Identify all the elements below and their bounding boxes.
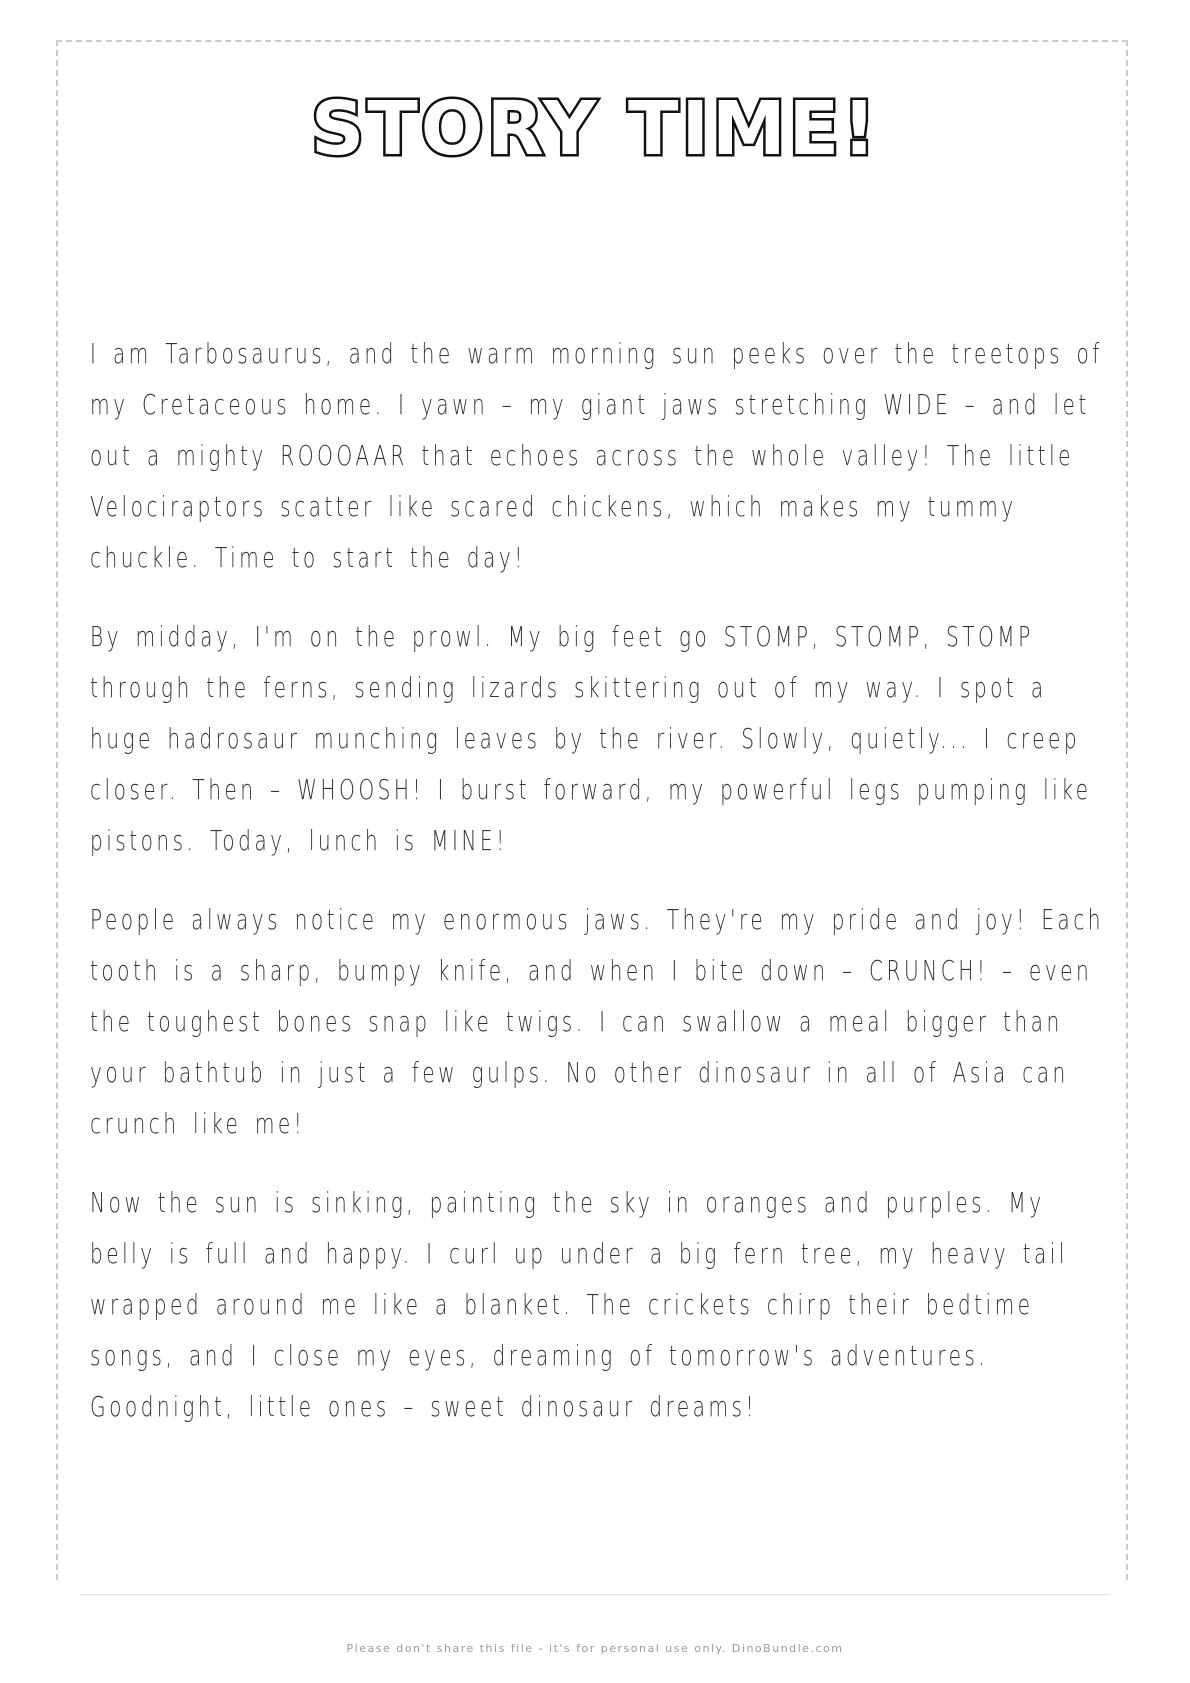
story-paragraph-2: By midday, I'm on the prowl. My big feet go STOMP, STOMP, STOMP through the ferns, sending lizards skittering out of my way. I spot a huge hadrosaur munching leaves by the river. Slowly, quietly... I creep closer. Then – WHOOSH! I burst forward, my powerful legs pumping like pistons. Today, lunch is MINE! — [90, 620, 1092, 857]
story-body — [90, 328, 1110, 1460]
footer-divider — [80, 1594, 1110, 1595]
story-paragraph-3: People always notice my enormous jaws. They're my pride and joy! Each tooth is a sharp, bumpy knife, and when I bite down – CRUNCH! – even the toughest bones snap like twigs. I can swallow a meal bigger than your bathtub in just a few gulps. No other dinosaur in all of Asia can crunch like me! — [90, 903, 1104, 1140]
page-title: STORY TIME! — [311, 86, 879, 172]
footer-copyright-note: Please don't share this file - it's for personal use only. DinoBundle.com — [346, 1642, 844, 1655]
story-paragraph-1: I am Tarbosaurus, and the warm morning sun peeks over the treetops of my Cretaceous home. I yawn – my giant jaws stretching WIDE – and let out a mighty ROOOAAR that echoes across the whole valley! The little Velociraptors scatter like scared chickens, which makes my tummy chuckle. Time to start the day! — [90, 337, 1103, 574]
story-paragraph-4: Now the sun is sinking, painting the sky in oranges and purples. My belly is full and happy. I curl up under a big fern tree, my heavy tail wrapped around me like a blanket. The crickets chirp their bedtime songs, and I close my eyes, dreaming of tomorrow's adventures. Goodnight, little ones – sweet dinosaur dreams! — [90, 1186, 1068, 1423]
